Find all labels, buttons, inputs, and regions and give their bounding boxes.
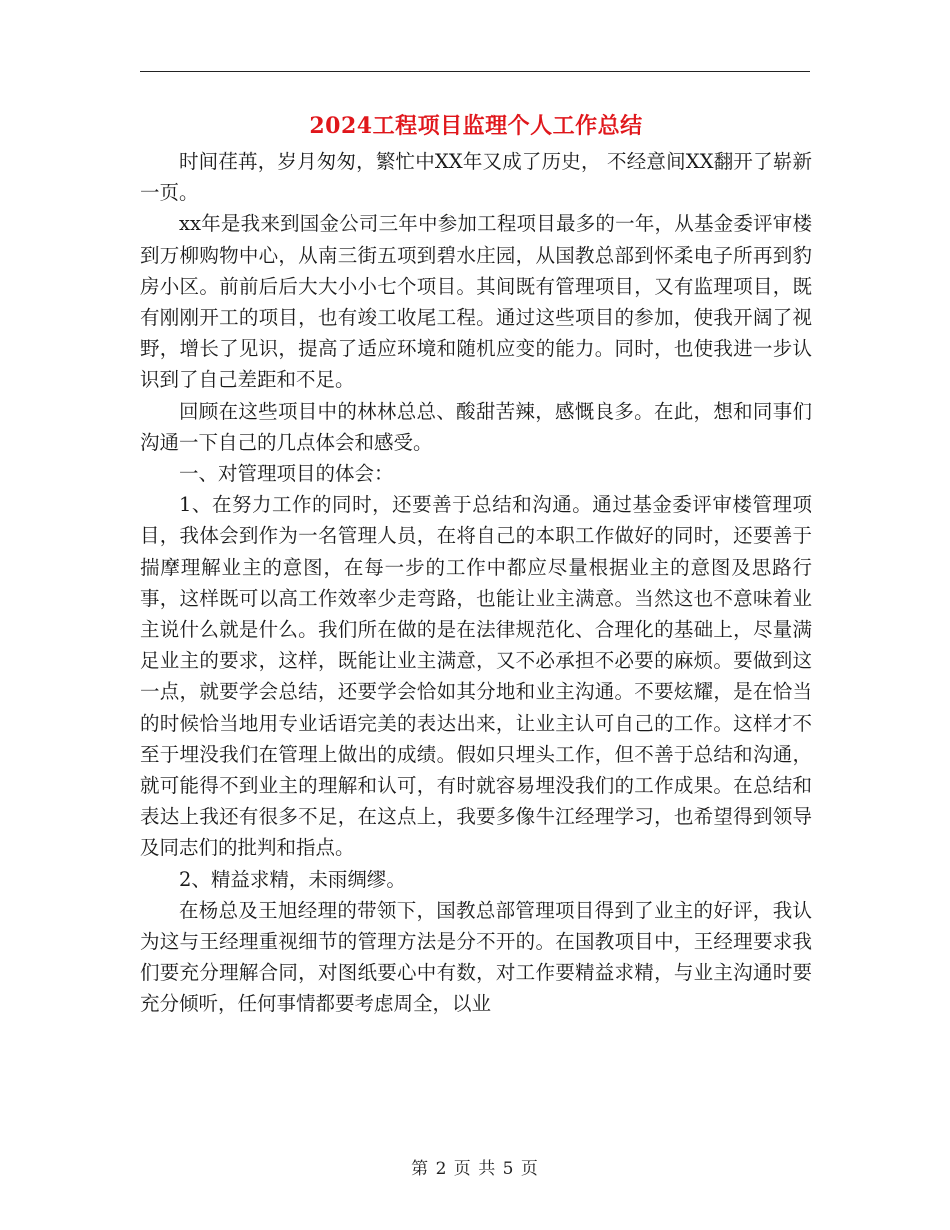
section-heading-management: 一、对管理项目的体会：	[179, 462, 394, 486]
subheading-point-2: 2、精益求精，未雨绸缪。	[179, 867, 406, 891]
page-number-footer: 第 2 页 共 5 页	[411, 1159, 539, 1179]
paragraph-projects: xx年是我来到国金公司三年中参加工程项目最多的一年，从基金委评审楼到万柳购物中心，从南三街五项到碧水庄园，从国教总部到怀柔电子所再到豹房小区。前前后后大大小小七个项目。其间既有管理项目，又有监理项目，既有刚刚开工的项目，也有竣工收尾工程。通过这些项目的参加，使我开阔了视野，增长了见识，提高了适应环境和随机应变的能力。同时，也使我进一步认识到了自己差距和不足。	[140, 212, 812, 392]
paragraph-intro: 时间荏苒，岁月匆匆，繁忙中XX年又成了历史， 不经意间XX翻开了崭新一页。	[140, 150, 812, 205]
document-body	[140, 106, 812, 1020]
paragraph-point-1: 1、在努力工作的同时，还要善于总结和沟通。通过基金委评审楼管理项目，我体会到作为一名管理人员，在将自己的本职工作做好的同时，还要善于揣摩理解业主的意图，在每一步的工作中都应尽量根据业主的意图及思路行事，这样既可以高工作效率少走弯路，也能让业主满意。当然这也不意味着业主说什么就是什么。我们所在做的是在法律规范化、合理化的基础上，尽量满足业主的要求，这样，既能让业主满意，又不必承担不必要的麻烦。要做到这一点，就要学会总结，还要学会恰如其分地和业主沟通。不要炫耀，是在恰当的时候恰当地用专业话语完美的表达出来，让业主认可自己的工作。这样才不至于埋没我们在管理上做出的成绩。假如只埋头工作，但不善于总结和沟通，就可能得不到业主的理解和认可，有时就容易埋没我们的工作成果。在总结和表达上我还有很多不足，在这点上，我要多像牛江经理学习，也希望得到领导及同志们的批判和指点。	[140, 493, 812, 860]
paragraph-point-2: 在杨总及王旭经理的带领下，国教总部管理项目得到了业主的好评，我认为这与王经理重视细节的管理方法是分不开的。在国教项目中，王经理要求我们要充分理解合同，对图纸要心中有数，对工作要精益求精，与业主沟通时要充分倾听，任何事情都要考虑周全，以业	[140, 898, 812, 1016]
header-rule	[140, 71, 810, 72]
paragraph-review: 回顾在这些项目中的林林总总、酸甜苦辣，感慨良多。在此，想和同事们沟通一下自己的几点体会和感受。	[140, 399, 812, 454]
document-title: 2024工程项目监理个人工作总结	[309, 113, 643, 139]
